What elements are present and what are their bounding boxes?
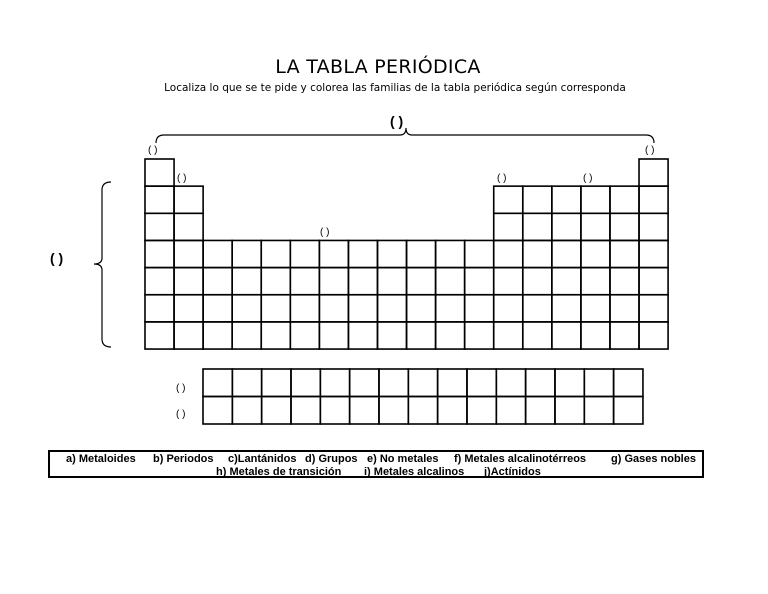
group1-answer-blank[interactable]: ( ) xyxy=(148,145,158,156)
element-cell[interactable] xyxy=(581,268,610,295)
element-cell[interactable] xyxy=(581,213,610,240)
element-cell[interactable] xyxy=(145,322,174,349)
element-cell[interactable] xyxy=(145,213,174,240)
element-cell[interactable] xyxy=(465,322,494,349)
element-cell[interactable] xyxy=(494,186,523,213)
element-cell[interactable] xyxy=(232,240,261,267)
lanthanide-cell[interactable] xyxy=(350,369,379,397)
element-cell[interactable] xyxy=(261,268,290,295)
periods-answer-blank[interactable]: ( ) xyxy=(50,250,64,266)
actinide-cell[interactable] xyxy=(232,397,261,425)
element-cell[interactable] xyxy=(290,295,319,322)
element-cell[interactable] xyxy=(552,322,581,349)
element-cell[interactable] xyxy=(174,213,203,240)
element-cell[interactable] xyxy=(610,295,639,322)
actinide-cell[interactable] xyxy=(408,397,437,425)
legend-item-grupos: d) Grupos xyxy=(305,453,358,465)
element-cell[interactable] xyxy=(494,322,523,349)
element-cell[interactable] xyxy=(581,322,610,349)
lanthanide-cell[interactable] xyxy=(584,369,613,397)
lanthanide-cell[interactable] xyxy=(320,369,349,397)
element-cell[interactable] xyxy=(261,322,290,349)
element-cell[interactable] xyxy=(639,322,668,349)
element-cell[interactable] xyxy=(348,295,377,322)
lanthanide-cell[interactable] xyxy=(467,369,496,397)
actinide-cell[interactable] xyxy=(350,397,379,425)
element-cell[interactable] xyxy=(377,295,406,322)
element-cell[interactable] xyxy=(232,322,261,349)
element-cell[interactable] xyxy=(494,268,523,295)
groups-answer-blank[interactable]: ( ) xyxy=(390,113,404,129)
element-cell[interactable] xyxy=(174,240,203,267)
group2-answer-blank[interactable]: ( ) xyxy=(177,173,187,184)
actinide-cell[interactable] xyxy=(379,397,408,425)
lanthanide-cell[interactable] xyxy=(496,369,525,397)
legend-item-periodos: b) Periodos xyxy=(153,453,214,465)
element-cell[interactable] xyxy=(377,240,406,267)
element-cell[interactable] xyxy=(552,295,581,322)
actinide-cell[interactable] xyxy=(584,397,613,425)
group16-answer-blank[interactable]: ( ) xyxy=(583,173,593,184)
element-cell[interactable] xyxy=(377,268,406,295)
element-cell[interactable] xyxy=(319,295,348,322)
element-cell[interactable] xyxy=(639,186,668,213)
element-cell[interactable] xyxy=(494,213,523,240)
lanthanide-cell[interactable] xyxy=(555,369,584,397)
legend-item-alcalinos: i) Metales alcalinos xyxy=(364,466,465,478)
element-cell[interactable] xyxy=(319,240,348,267)
periods-brace xyxy=(94,182,111,347)
lanthanide-cell[interactable] xyxy=(203,369,232,397)
actinide-cell[interactable] xyxy=(262,397,291,425)
element-cell[interactable] xyxy=(639,213,668,240)
element-cell[interactable] xyxy=(523,240,552,267)
lanthanide-cell[interactable] xyxy=(408,369,437,397)
element-cell[interactable] xyxy=(203,268,232,295)
groups-brace xyxy=(156,128,654,143)
lanthanide-cell[interactable] xyxy=(438,369,467,397)
element-cell[interactable] xyxy=(145,240,174,267)
element-cell[interactable] xyxy=(348,268,377,295)
element-cell[interactable] xyxy=(523,213,552,240)
element-cell[interactable] xyxy=(145,268,174,295)
lanthanide-cell[interactable] xyxy=(262,369,291,397)
element-cell[interactable] xyxy=(523,322,552,349)
element-cell[interactable] xyxy=(610,322,639,349)
element-cell[interactable] xyxy=(552,186,581,213)
legend-item-actinidos: j)Actínidos xyxy=(484,466,541,478)
element-cell[interactable] xyxy=(174,322,203,349)
element-cell[interactable] xyxy=(494,240,523,267)
element-cell[interactable] xyxy=(145,295,174,322)
element-cell[interactable] xyxy=(145,159,174,186)
answer-key-legend xyxy=(48,450,704,478)
element-cell[interactable] xyxy=(436,268,465,295)
actinide-cell[interactable] xyxy=(614,397,643,425)
element-cell[interactable] xyxy=(465,295,494,322)
element-cell[interactable] xyxy=(552,213,581,240)
actinide-cell[interactable] xyxy=(526,397,555,425)
element-cell[interactable] xyxy=(436,322,465,349)
legend-item-no-metales: e) No metales xyxy=(367,453,439,465)
element-cell[interactable] xyxy=(523,186,552,213)
lanthanide-cell[interactable] xyxy=(291,369,320,397)
transition-answer-blank[interactable]: ( ) xyxy=(320,227,330,238)
element-cell[interactable] xyxy=(145,186,174,213)
element-cell[interactable] xyxy=(610,186,639,213)
lanthanides-answer-blank[interactable]: ( ) xyxy=(176,383,186,394)
element-cell[interactable] xyxy=(552,240,581,267)
element-cells xyxy=(145,159,668,424)
actinide-cell[interactable] xyxy=(203,397,232,425)
element-cell[interactable] xyxy=(407,295,436,322)
element-cell[interactable] xyxy=(523,295,552,322)
element-cell[interactable] xyxy=(552,268,581,295)
element-cell[interactable] xyxy=(465,268,494,295)
group18-answer-blank[interactable]: ( ) xyxy=(645,145,655,156)
element-cell[interactable] xyxy=(436,295,465,322)
actinides-answer-blank[interactable]: ( ) xyxy=(176,409,186,420)
element-cell[interactable] xyxy=(174,186,203,213)
lanthanide-cell[interactable] xyxy=(232,369,261,397)
element-cell[interactable] xyxy=(581,240,610,267)
actinide-cell[interactable] xyxy=(496,397,525,425)
element-cell[interactable] xyxy=(639,240,668,267)
element-cell[interactable] xyxy=(261,240,290,267)
element-cell[interactable] xyxy=(639,295,668,322)
legend-item-gases-nobles: g) Gases nobles xyxy=(611,453,696,465)
group13-answer-blank[interactable]: ( ) xyxy=(497,173,507,184)
element-cell[interactable] xyxy=(261,295,290,322)
element-cell[interactable] xyxy=(232,295,261,322)
actinide-cell[interactable] xyxy=(291,397,320,425)
actinide-cell[interactable] xyxy=(320,397,349,425)
element-cell[interactable] xyxy=(639,268,668,295)
element-cell[interactable] xyxy=(319,322,348,349)
element-cell[interactable] xyxy=(610,240,639,267)
element-cell[interactable] xyxy=(203,322,232,349)
element-cell[interactable] xyxy=(348,322,377,349)
element-cell[interactable] xyxy=(610,268,639,295)
lanthanide-cell[interactable] xyxy=(379,369,408,397)
element-cell[interactable] xyxy=(581,186,610,213)
element-cell[interactable] xyxy=(407,268,436,295)
legend-item-lantanidos: c)Lantánidos xyxy=(228,453,297,465)
element-cell[interactable] xyxy=(348,240,377,267)
element-cell[interactable] xyxy=(610,213,639,240)
legend-item-metaloides: a) Metaloides xyxy=(66,453,136,465)
legend-item-transicion: h) Metales de transición xyxy=(216,466,342,478)
element-cell[interactable] xyxy=(581,295,610,322)
page-instructions: Localiza lo que se te pide y colorea las familias de la tabla periódica según corresponda xyxy=(164,82,626,94)
element-cell[interactable] xyxy=(174,268,203,295)
lanthanide-cell[interactable] xyxy=(614,369,643,397)
element-cell[interactable] xyxy=(290,268,319,295)
element-cell[interactable] xyxy=(203,240,232,267)
actinide-cell[interactable] xyxy=(467,397,496,425)
element-cell[interactable] xyxy=(407,322,436,349)
element-cell[interactable] xyxy=(494,295,523,322)
legend-item-alcalinoterreos: f) Metales alcalinotérreos xyxy=(454,453,587,465)
element-cell[interactable] xyxy=(523,268,552,295)
element-cell[interactable] xyxy=(319,268,348,295)
element-cell[interactable] xyxy=(290,240,319,267)
element-cell[interactable] xyxy=(232,268,261,295)
lanthanide-cell[interactable] xyxy=(526,369,555,397)
page-title: LA TABLA PERIÓDICA xyxy=(275,56,481,78)
element-cell[interactable] xyxy=(377,322,406,349)
element-cell[interactable] xyxy=(174,295,203,322)
element-cell[interactable] xyxy=(203,295,232,322)
element-cell[interactable] xyxy=(407,240,436,267)
actinide-cell[interactable] xyxy=(438,397,467,425)
element-cell[interactable] xyxy=(436,240,465,267)
actinide-cell[interactable] xyxy=(555,397,584,425)
element-cell[interactable] xyxy=(290,322,319,349)
element-cell[interactable] xyxy=(639,159,668,186)
element-cell[interactable] xyxy=(465,240,494,267)
